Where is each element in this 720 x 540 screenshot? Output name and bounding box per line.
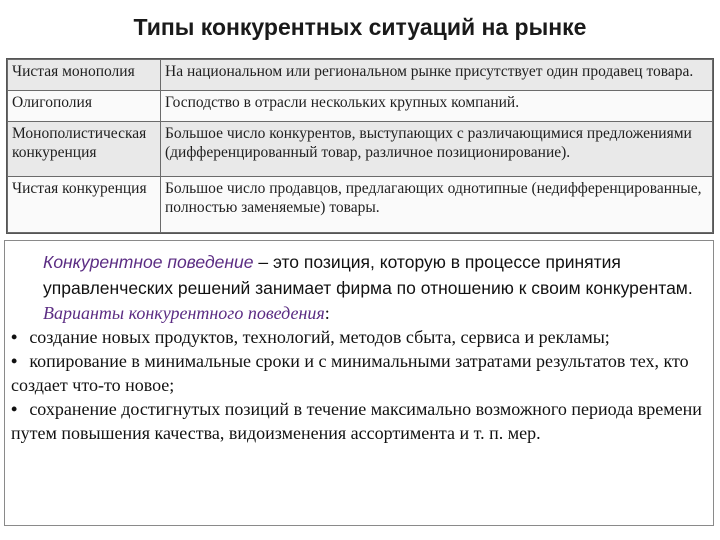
- definition-term: Конкурентное поведение: [43, 252, 254, 272]
- table-row: [8, 60, 713, 91]
- definition-box: [4, 240, 714, 526]
- slide-title: Типы конкурентных ситуаций на рынке: [133, 14, 587, 40]
- table-cell-type: Чистая монополия: [8, 60, 161, 91]
- variants-heading-text: Варианты конкурентного поведения: [43, 303, 325, 323]
- bullet-icon: •: [11, 327, 18, 347]
- table-cell-description: Большое число конкурентов, выступающих с различающимися предложениями (дифференцированный товар, различное позиционирование).: [161, 121, 713, 177]
- bullet-icon: •: [11, 351, 18, 371]
- table-row: [8, 121, 713, 177]
- list-item: [11, 397, 707, 445]
- list-item-text: создание новых продуктов, технологий, методов сбыта, сервиса и рекламы;: [29, 327, 610, 347]
- table-cell-description: На национальном или региональном рынке присутствует один продавец товара.: [161, 60, 713, 91]
- variants-colon: :: [324, 303, 330, 323]
- competition-types-table: [6, 58, 714, 234]
- table-cell-type: Олигополия: [8, 90, 161, 121]
- list-item-text: сохранение достигнутых позиций в течение максимально возможного периода времени путем повышения качества, видоизменения ассортимента и т. п. мер.: [11, 399, 702, 443]
- definition-text: – это позиция, которую в процессе принятия управленческих решений занимает фирма по отношению к своим конкурентам.: [43, 252, 693, 298]
- table-cell-description: Господство в отрасли нескольких крупных компаний.: [161, 90, 713, 121]
- list-item: [11, 325, 707, 349]
- bullet-icon: •: [11, 399, 18, 419]
- list-item-text: копирование в минимальные сроки и с минимальными затратами результатов тех, кто создает что-то новое;: [11, 351, 689, 395]
- table-cell-type: Чистая конкуренция: [8, 177, 161, 233]
- variants-heading: [11, 301, 707, 325]
- definition-paragraph: [11, 249, 707, 301]
- list-item: [11, 349, 707, 397]
- table-row: [8, 90, 713, 121]
- table-cell-type: Монополистическая конкуренция: [8, 121, 161, 177]
- table-cell-description: Большое число продавцов, предлагающих однотипные (недифференцированные, полностью заменяемые) товары.: [161, 177, 713, 233]
- table-row: [8, 177, 713, 233]
